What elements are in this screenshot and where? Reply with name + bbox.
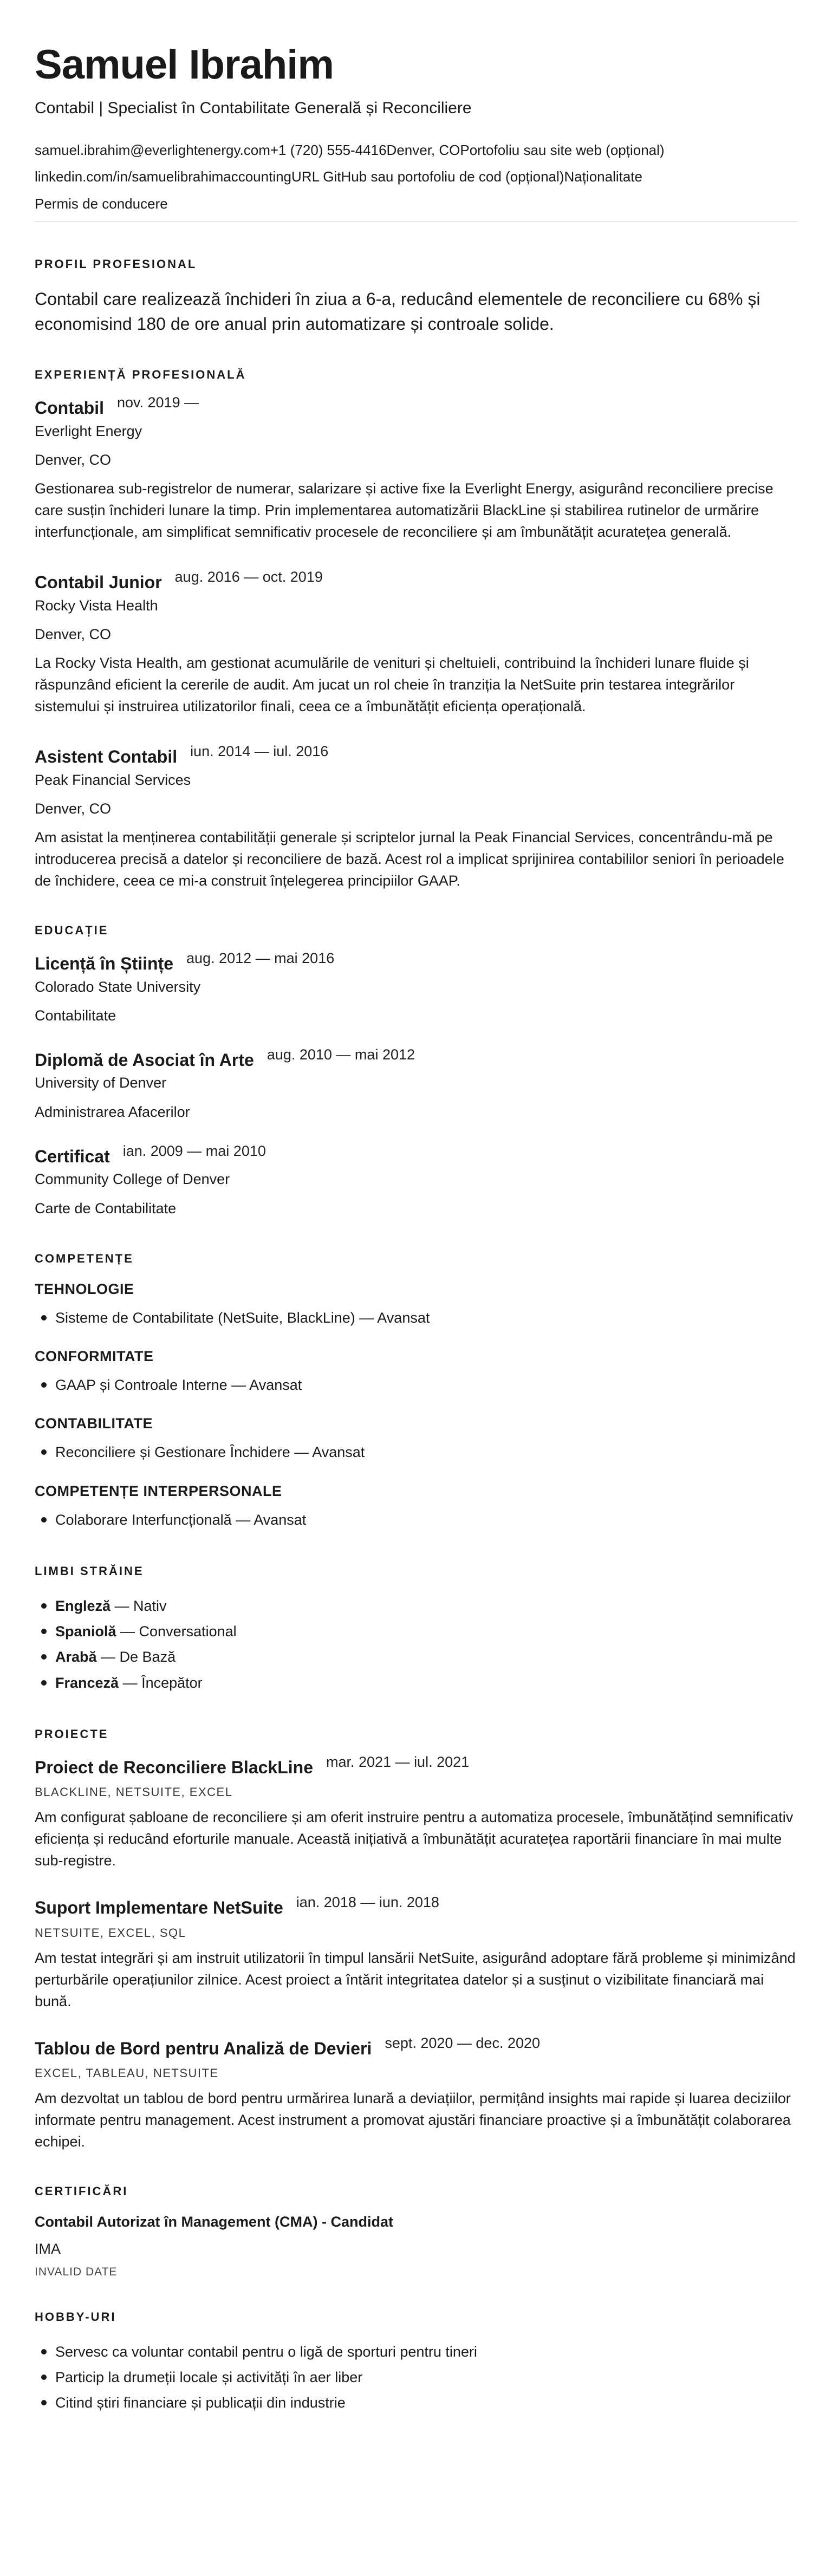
language-item <box>55 1644 797 1670</box>
certifications-section <box>35 2184 797 2279</box>
projects-section <box>35 1727 797 2153</box>
language-list <box>35 1593 797 1696</box>
section-title-skills: COMPETENȚE <box>35 1251 134 1265</box>
language-name: Engleză <box>55 1597 111 1614</box>
summary-section <box>35 257 797 337</box>
hobby-item: Citind știri financiare și publicații din industrie <box>55 2390 797 2416</box>
project-description: Am dezvoltat un tablou de bord pentru urmărirea lunară a deviațiilor, permițând insights mai rapide și luarea deciziilor informate pentru management. Acest instrument a promovat ajustări financiare proactive și a îmbunătățit colaborarea echipei. <box>35 2090 791 2150</box>
degree-dates: aug. 2012 — mai 2016 <box>186 949 335 966</box>
contact-block <box>35 140 797 222</box>
skills-section <box>35 1252 797 1533</box>
section-title-projects: PROIECTE <box>35 1727 109 1741</box>
project-dates: sept. 2020 — dec. 2020 <box>385 2034 541 2051</box>
contact-linkedin[interactable]: linkedin.com/in/samuelibrahimaccounting <box>35 168 292 185</box>
contact-nationality: Naționalitate <box>564 168 642 185</box>
field-of-study: Carte de Contabilitate <box>35 1200 177 1217</box>
degree-title: Diplomă de Asociat în Arte <box>35 1050 254 1070</box>
candidate-headline: Contabil | Specialist în Contabilitate Generală și Reconciliere <box>35 99 472 117</box>
contact-github[interactable]: URL GitHub sau portofoliu de cod (opțional) <box>291 168 564 185</box>
contact-line-1 <box>35 140 797 161</box>
degree-title: Licență în Științe <box>35 953 174 973</box>
job-dates: aug. 2016 — oct. 2019 <box>174 569 323 586</box>
job-description: La Rocky Vista Health, am gestionat acumulările de venituri și cheltuieli, contribuind la închideri lunare fluide și răspunzând eficient la cererile de audit. Am jucat un rol cheie în tranziția la NetSuite prin testarea integrărilor sistemului și instruirea utilizatorilor finali, ceea ce a îmbunătățit eficiența operațională. <box>35 655 749 715</box>
language-name: Spaniolă <box>55 1623 116 1640</box>
section-title-education: EDUCAȚIE <box>35 923 109 937</box>
job-dates: iun. 2014 — iul. 2016 <box>190 743 329 760</box>
skill-item: Sisteme de Contabilitate (NetSuite, BlackLine) — Avansat <box>55 1305 797 1331</box>
project-description: Am configurat șabloane de reconciliere și am oferit instruire pentru a automatiza procesele, îmbunătățind semnificativ eficiența și reducând eforturile manuale. Această inițiativă a îmbunătățit acuratețea raportării financiare în mai multe sub-registre. <box>35 1809 794 1869</box>
contact-email[interactable]: samuel.ibrahim@everlightenergy.com <box>35 141 270 158</box>
candidate-name: Samuel Ibrahim <box>35 42 334 88</box>
project-description: Am testat integrări și am instruit utilizatorii în timpul lansării NetSuite, asigurând adoptare fără probleme și minimizând perturbările operațiunilor zilnice. Acest proiect a întărit integritatea datelor și a susținut o vizibilitate financiară mai bună. <box>35 1949 796 2009</box>
school-name: Colorado State University <box>35 978 201 995</box>
experience-entry <box>35 394 797 543</box>
section-title-certifications: CERTIFICĂRI <box>35 2184 128 2198</box>
skill-group <box>35 1483 797 1533</box>
skill-category: CONTABILITATE <box>35 1415 153 1432</box>
hobby-list <box>35 2339 797 2416</box>
job-company: Everlight Energy <box>35 423 142 440</box>
project-title: Suport Implementare NetSuite <box>35 1898 283 1918</box>
education-entry-head <box>35 949 797 975</box>
certification-title: Contabil Autorizat în Management (CMA) - Candidat <box>35 2214 393 2230</box>
language-level: — De Bază <box>96 1649 176 1666</box>
section-title-summary: PROFIL PROFESIONAL <box>35 257 197 271</box>
experience-entry <box>35 743 797 892</box>
project-dates: mar. 2021 — iul. 2021 <box>326 1753 470 1770</box>
job-dates: nov. 2019 — <box>116 394 199 411</box>
project-tech: NETSUITE, EXCEL, SQL <box>35 1926 186 1940</box>
language-item <box>55 1670 797 1696</box>
skill-group <box>35 1348 797 1398</box>
section-title-hobbies: HOBBY-URI <box>35 2310 116 2324</box>
job-location: Denver, CO <box>35 452 112 469</box>
certification-entry <box>35 2214 797 2279</box>
summary-text: Contabil care realizează închideri în ziua a 6-a, reducând elementele de reconciliere cu 68% și economisind 180 de ore anual prin automatizare și controale solide. <box>35 289 760 334</box>
language-level: — Conversational <box>116 1623 237 1640</box>
job-description: Am asistat la menținerea contabilității generale și scriptelor jurnal la Peak Financial Services, concentrându-mă pe introducerea precisă a datelor și reconciliere de bază. Acest rol a implicat sprijinirea contabililor seniori în perioadele de închidere, ceea ce mi-a construit înțelegerea principiilor GAAP. <box>35 829 784 889</box>
experience-entry-head <box>35 571 797 594</box>
contact-location: Denver, CO <box>386 141 460 158</box>
field-of-study: Administrarea Afacerilor <box>35 1103 190 1120</box>
project-tech: BLACKLINE, NETSUITE, EXCEL <box>35 1785 233 1799</box>
project-dates: ian. 2018 — iun. 2018 <box>296 1894 439 1911</box>
job-company: Peak Financial Services <box>35 771 191 788</box>
job-title: Contabil <box>35 398 104 418</box>
education-entry-head <box>35 1046 797 1072</box>
project-entry-head <box>35 2034 797 2060</box>
contact-phone[interactable]: +1 (720) 555-4416 <box>270 141 387 158</box>
certification-date: INVALID DATE <box>35 2265 118 2278</box>
project-title: Proiect de Reconciliere BlackLine <box>35 1757 313 1777</box>
project-title: Tablou de Bord pentru Analiză de Devieri <box>35 2038 372 2058</box>
skill-list <box>35 1440 797 1465</box>
skill-list <box>35 1372 797 1398</box>
experience-entry-head <box>35 394 797 420</box>
section-title-languages: LIMBI STRĂINE <box>35 1564 144 1578</box>
language-name: Franceză <box>55 1674 119 1691</box>
project-entry <box>35 1753 797 1872</box>
hobby-item: Servesc ca voluntar contabil pentru o ligă de sporturi pentru tineri <box>55 2339 797 2365</box>
education-entry <box>35 1142 797 1220</box>
job-location: Denver, CO <box>35 626 112 643</box>
skill-list <box>35 1507 797 1533</box>
job-company: Rocky Vista Health <box>35 597 158 614</box>
education-section <box>35 923 797 1220</box>
language-item <box>55 1593 797 1619</box>
resume-header <box>35 42 797 222</box>
degree-dates: ian. 2009 — mai 2010 <box>122 1142 266 1159</box>
skill-group <box>35 1281 797 1331</box>
degree-title: Certificat <box>35 1146 110 1166</box>
language-level: — Începător <box>119 1674 203 1691</box>
project-entry-head <box>35 1894 797 1920</box>
contact-driving-license: Permis de conducere <box>35 195 168 212</box>
skill-item: Colaborare Interfuncțională — Avansat <box>55 1507 797 1533</box>
education-entry <box>35 949 797 1027</box>
section-title-experience: EXPERIENȚĂ PROFESIONALĂ <box>35 368 246 382</box>
education-entry-head <box>35 1142 797 1168</box>
skill-category: CONFORMITATE <box>35 1348 154 1365</box>
contact-line-2 <box>35 167 797 187</box>
language-name: Arabă <box>55 1649 97 1666</box>
skill-list <box>35 1305 797 1331</box>
hobbies-section <box>35 2310 797 2416</box>
languages-section <box>35 1564 797 1696</box>
degree-dates: aug. 2010 — mai 2012 <box>266 1046 415 1063</box>
skill-item: GAAP și Controale Interne — Avansat <box>55 1372 797 1398</box>
contact-line-3 <box>35 194 797 214</box>
field-of-study: Contabilitate <box>35 1007 116 1024</box>
skill-group <box>35 1415 797 1465</box>
experience-section <box>35 368 797 892</box>
job-description: Gestionarea sub-registrelor de numerar, salarizare și active fixe la Everlight Energy, asigurând reconciliere precise care susțin închideri lunare la timp. Prin implementarea automatizării BlackLine și stabilirea rutinelor de urmărire interfuncționale, am simplificat semnificativ procesele de reconciliere și am îmbunătățit acuratețea generală. <box>35 480 774 541</box>
project-entry-head <box>35 1753 797 1779</box>
project-entry <box>35 2034 797 2153</box>
job-title: Asistent Contabil <box>35 747 178 767</box>
language-level: — Nativ <box>110 1597 167 1614</box>
skill-item: Reconciliere și Gestionare Închidere — Avansat <box>55 1440 797 1465</box>
contact-portfolio[interactable]: Portofoliu sau site web (opțional) <box>460 141 665 158</box>
language-item <box>55 1619 797 1644</box>
job-title: Contabil Junior <box>35 573 162 593</box>
experience-entry-head <box>35 743 797 769</box>
education-entry <box>35 1046 797 1124</box>
project-tech: EXCEL, TABLEAU, NETSUITE <box>35 2066 219 2080</box>
project-entry <box>35 1894 797 2012</box>
skill-category: TEHNOLOGIE <box>35 1280 134 1297</box>
skill-category: COMPETENȚE INTERPERSONALE <box>35 1482 282 1499</box>
hobby-item: Particip la drumeții locale și activități în aer liber <box>55 2365 797 2390</box>
experience-entry <box>35 571 797 718</box>
certification-issuer: IMA <box>35 2241 61 2258</box>
school-name: Community College of Denver <box>35 1171 230 1188</box>
school-name: University of Denver <box>35 1075 167 1091</box>
job-location: Denver, CO <box>35 800 112 817</box>
